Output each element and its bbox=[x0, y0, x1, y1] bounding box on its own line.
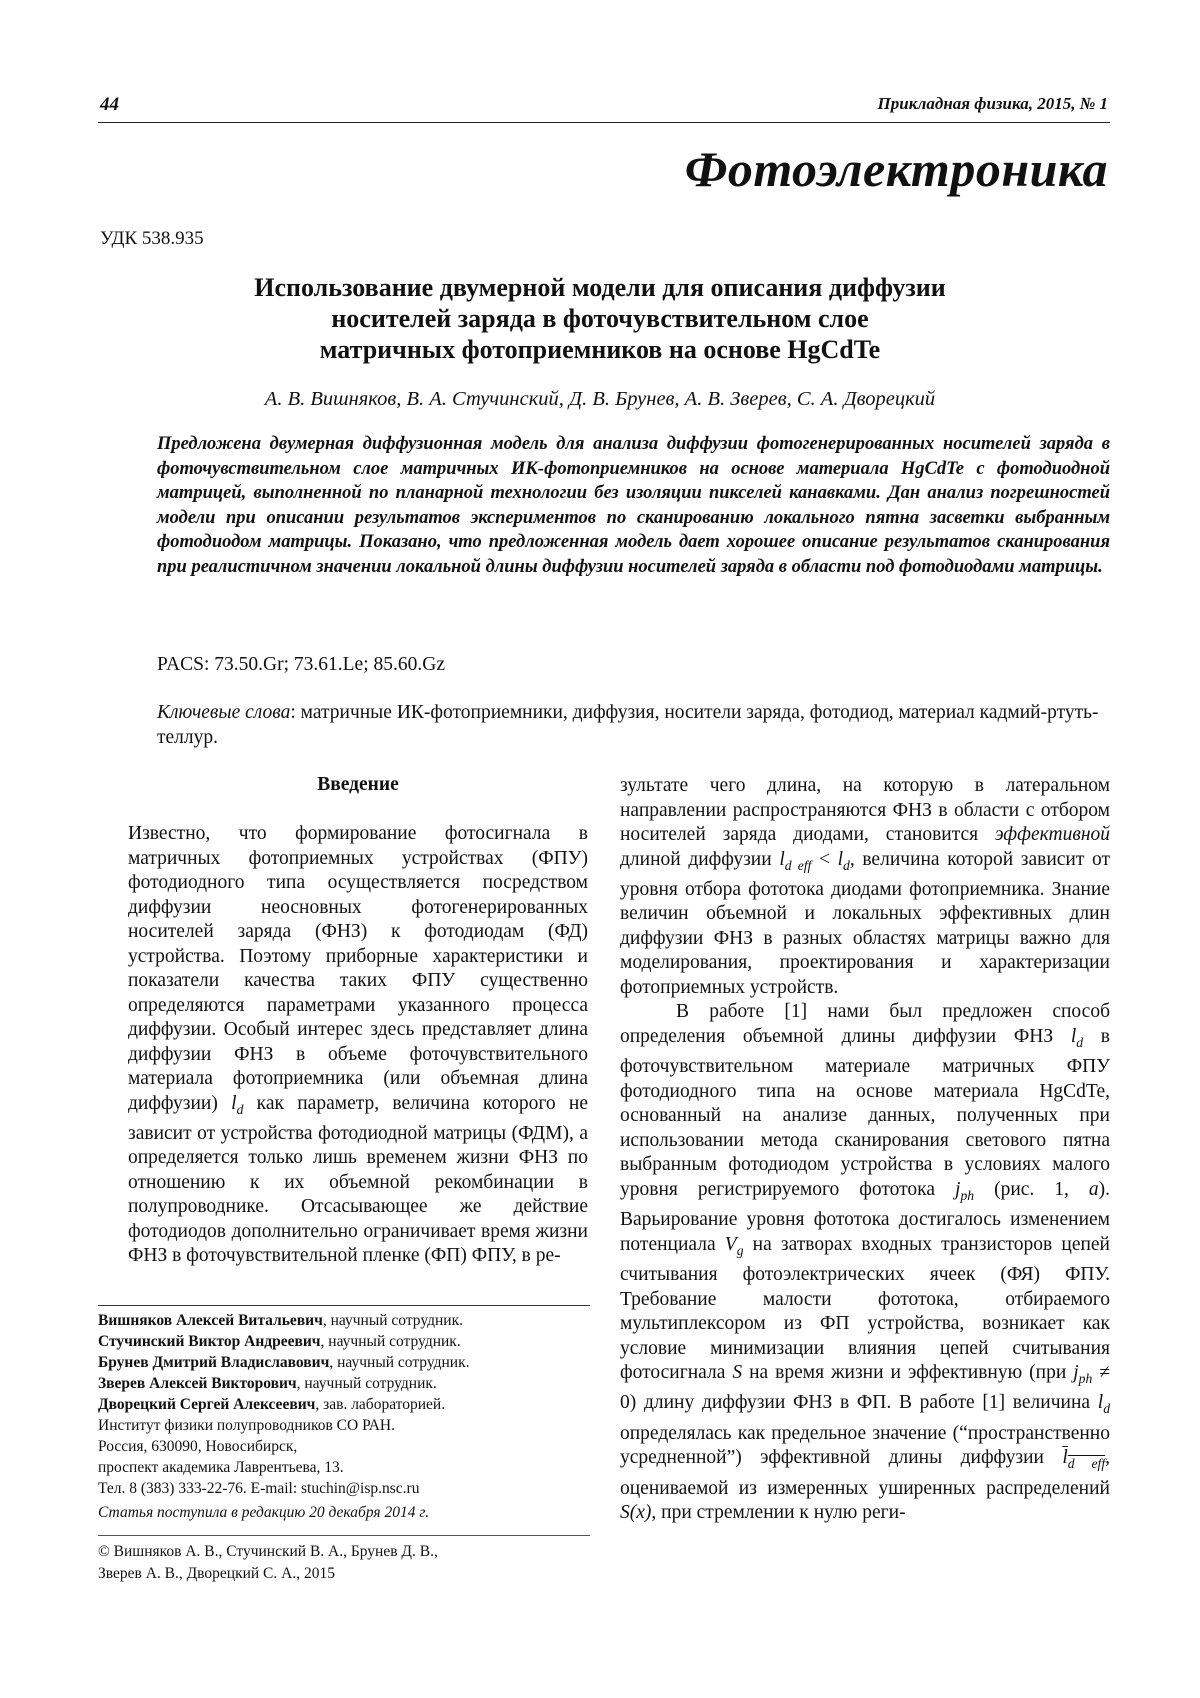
author-name: Вишняков Алексей Витальевич bbox=[98, 1312, 323, 1329]
symbol bbox=[231, 1092, 244, 1117]
subscript: g bbox=[736, 1242, 744, 1258]
subscript: ph bbox=[1078, 1370, 1093, 1386]
symbol: S bbox=[732, 1362, 743, 1384]
footnote-author bbox=[98, 1352, 590, 1373]
authors: А. В. Вишняков, В. А. Стучинский, Д. В. Брунев, А. В. Зверев, С. А. Дворецкий bbox=[264, 388, 936, 410]
text-span: Известно, что формирование фотосигнала в матричных фотоприемных устройствах (ФПУ) фотодиодного типа осуществляется посредством диффузии неосновных фотогенерированных носителей заряда (ФНЗ) к фотодиодам (ФД) устройства. Поэтому приборные характеристики и показатели качества таких ФПУ существенно определяются параметрами указанного процесса диффузии. Особый интерес здесь представляет длина диффузии ФНЗ в объеме фоточувствительного материала фотоприемника (или объемная длина диффузии) bbox=[128, 823, 588, 1114]
symbol: а bbox=[1088, 1178, 1099, 1200]
intro-paragraph-1-cont: зультате чего длина, на которую в латеральном направлении распространяются ФНЗ в области с отбором носителей заряда диодами, становится эффективной длиной диффузии $l_{d eff} < l_d$, величина которой зависит от уровня отбора фототока диодами фотоприемника. Знание величин объемной и локальных эффективных длин диффузии ФНЗ в разных областях матрицы важно для моделирования, проектирования и характеризации фотоприемных устройств. bbox=[620, 775, 1111, 998]
text-span: ≠ 0) bbox=[620, 1362, 1110, 1414]
text-span: как параметр, величина которого не зависит от устройства фотодиодной матрицы (ФДМ), а определяется только лишь временем жизни ФНЗ по отношению к их объемной рекомбинации в полупроводнике. Отсасывающее же действие фотодиодов дополнительно ограничивает время жизни ФНЗ в фоточувствительной пленке (ФП) ФПУ, в ре- bbox=[128, 1092, 589, 1267]
subscript: d bbox=[1076, 1034, 1084, 1050]
symbol bbox=[779, 848, 812, 873]
right-column bbox=[620, 774, 1110, 1526]
subscript: d eff bbox=[1067, 1456, 1106, 1472]
footnote-author bbox=[98, 1331, 590, 1352]
symbol bbox=[724, 1233, 744, 1258]
page-number: 44 bbox=[100, 94, 119, 115]
copyright bbox=[98, 1541, 590, 1585]
author-footnote bbox=[98, 1310, 590, 1499]
udk-code: УДК 538.935 bbox=[100, 228, 204, 249]
keywords bbox=[157, 700, 1110, 750]
author-role: , научный сотрудник. bbox=[296, 1375, 437, 1392]
text-span: (рис. 1, bbox=[994, 1178, 1069, 1200]
abstract: Предложена двумерная диффузионная модель для анализа диффузии фотогенерированных носителей заряда в фоточувствительном слое матричных ИК-фотоприемников на основе материала HgCdTe с фотодиодной матрицей, выполненной по планарной технологии без изоляции пикселей канавками. Дан анализ погрешностей модели при описании результатов экспериментов по сканированию локального пятна засветки выбранным фотодиодом матрицы. Показано, что предложенная модель дает хорошее описание результатов сканирования при реалистичном значении локальной длины диффузии носителей заряда в области под фотодиодами матрицы. bbox=[157, 434, 1110, 577]
symbol-text: l bbox=[837, 848, 844, 870]
text-span: величина которой зависит от уровня отбора фототока диодами фотоприемника. Знание величин объемной и локальных эффективных длин диффузии ФНЗ в разных областях матрицы важно для моделирования, проектирования и характеризации фотоприемных устройств. bbox=[620, 848, 1111, 998]
symbol-text: l bbox=[1070, 1025, 1077, 1047]
symbol-overlined bbox=[1062, 1447, 1106, 1472]
symbol bbox=[837, 848, 850, 873]
symbol-text: l bbox=[1062, 1447, 1068, 1469]
author-role: , зав. лабораторией. bbox=[315, 1396, 446, 1413]
author-name: Стучинский Виктор Андреевич bbox=[98, 1333, 321, 1350]
text-span: ). Варьирование уровня фототока достигалось изменением потенциала bbox=[620, 1178, 1111, 1255]
footnote-author bbox=[98, 1373, 590, 1394]
symbol bbox=[1073, 1362, 1093, 1386]
symbol bbox=[1070, 1025, 1084, 1050]
author-role: , научный сотрудник. bbox=[329, 1354, 470, 1371]
subscript: d bbox=[236, 1101, 244, 1117]
subscript: ph bbox=[960, 1187, 975, 1203]
italic-term: эффективной bbox=[994, 824, 1110, 845]
intro-paragraph-1 bbox=[128, 822, 588, 1269]
footnote-author bbox=[98, 1310, 590, 1331]
text-span: , оцениваемой из измеренных уширенных распределений bbox=[620, 1447, 1110, 1499]
header-rule bbox=[98, 122, 1110, 123]
subscript: d bbox=[1103, 1401, 1111, 1417]
contact: Тел. 8 (383) 333-22-76. E-mail: stuchin@isp.nsc.ru bbox=[98, 1480, 420, 1497]
author-role: , научный сотрудник. bbox=[322, 1312, 464, 1329]
author-name: Зверев Алексей Викторович bbox=[98, 1375, 297, 1392]
footnote-author bbox=[98, 1394, 590, 1415]
text-span: в фоточувствительном материале матричных ФПУ фотодиодного типа на основе материала HgCdTe, основанный на анализе данных, полученных при использовании метода сканирования светового пятна выбранным фотодиодом устройства в условиях малого уровня регистрируемого фототока bbox=[620, 1025, 1111, 1200]
pacs-codes: PACS: 73.50.Gr; 73.61.Le; 85.60.Gz bbox=[157, 654, 445, 675]
copyright-rule bbox=[98, 1535, 590, 1536]
title-line-1: Использование двумерной модели для описания диффузии bbox=[254, 273, 946, 302]
title-line-3: матричных фотоприемников на основе HgCdTe bbox=[319, 335, 881, 364]
symbol: S(x) bbox=[620, 1502, 652, 1524]
journal-title: Прикладная физика, 2015, № 1 bbox=[877, 94, 1108, 113]
text-span: определялась как предельное значение (“пространственно усредненной”) эффективной длины диффузии bbox=[620, 1422, 1110, 1469]
symbol-text: j bbox=[1073, 1362, 1079, 1384]
symbol-text: j bbox=[955, 1178, 961, 1200]
keywords-label: Ключевые слова bbox=[157, 702, 291, 723]
text-span: зультате чего длина, на которую в латеральном направлении распространяются ФНЗ в области с отбором носителей заряда диодами, становится bbox=[620, 775, 1110, 845]
footnote-rule bbox=[98, 1305, 590, 1306]
address-line-2: проспект академика Лаврентьева, 13. bbox=[98, 1459, 344, 1476]
article-title bbox=[140, 272, 1060, 365]
copyright-line-1: © Вишняков А. В., Стучинский В. А., Брунев Д. В., bbox=[98, 1543, 438, 1560]
symbol-text: V bbox=[724, 1233, 737, 1255]
intro-paragraph-2 bbox=[620, 1000, 1110, 1525]
institute: Институт физики полупроводников СО РАН. bbox=[98, 1417, 395, 1434]
text-span: на затворах входных транзисторов цепей считывания фотоэлектрических ячеек (ФЯ) ФПУ. Требование малости фототока, отбираемого мультиплексором из ФП устройства, возникает как условие минимизации влияния цепей считывания фотосигнала bbox=[620, 1233, 1110, 1384]
author-role: , научный сотрудник. bbox=[320, 1333, 461, 1350]
text-span: В работе [1] нами был предложен способ определения объемной длины диффузии ФНЗ bbox=[620, 1001, 1110, 1047]
author-name: Дворецкий Сергей Алексеевич bbox=[98, 1396, 316, 1413]
text-span: длиной диффузии bbox=[620, 848, 772, 870]
intro-heading: Введение bbox=[317, 774, 399, 795]
symbol bbox=[955, 1178, 975, 1203]
symbol-text: l bbox=[779, 848, 785, 870]
subscript: d eff bbox=[784, 857, 812, 873]
received-date: Статья поступила в редакцию 20 декабря 2014 г. bbox=[98, 1504, 430, 1521]
subscript: d bbox=[843, 857, 850, 873]
left-column bbox=[128, 822, 588, 1269]
text-span: на время жизни и эффективную (при bbox=[749, 1362, 1067, 1384]
keywords-text: : матричные ИК-фотоприемники, диффузия, носители заряда, фотодиод, материал кадмий-ртуть-теллур. bbox=[157, 702, 1099, 748]
section-title: Фотоэлектроника bbox=[684, 141, 1108, 197]
author-name: Брунев Дмитрий Владиславович bbox=[98, 1354, 330, 1371]
symbol-text: l bbox=[1097, 1392, 1104, 1414]
title-line-2: носителей заряда в фоточувствительном слое bbox=[331, 304, 869, 333]
text-span: длину диффузии ФНЗ в ФП. В работе [1] величина bbox=[643, 1392, 1091, 1414]
symbol bbox=[1097, 1392, 1111, 1417]
copyright-line-2: Зверев А. В., Дворецкий С. А., 2015 bbox=[98, 1565, 335, 1582]
text-span: , при стремлении к нулю реги- bbox=[651, 1502, 906, 1524]
address-line-1: Россия, 630090, Новосибирск, bbox=[98, 1438, 298, 1455]
symbol-text: l bbox=[231, 1092, 237, 1114]
